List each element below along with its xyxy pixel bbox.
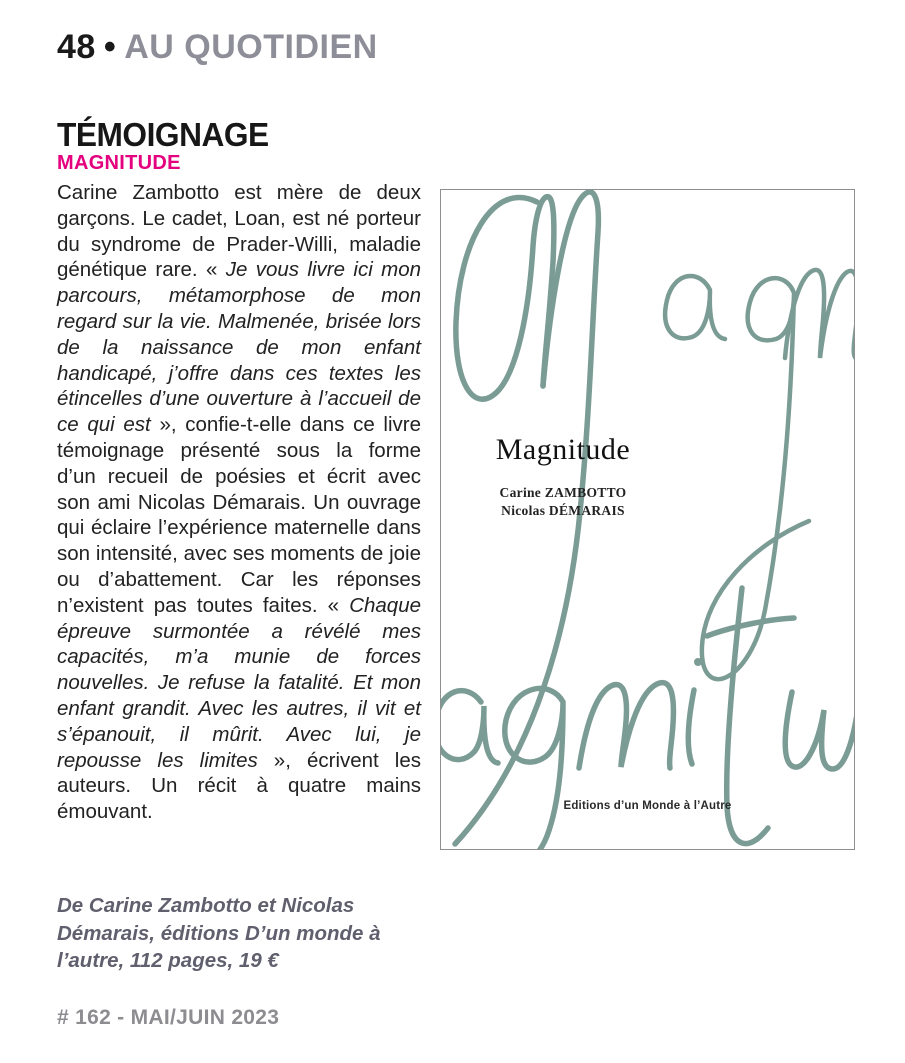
cover-author-1: Carine ZAMBOTTO [499, 485, 627, 500]
article-title: MAGNITUDE [57, 152, 181, 174]
page-header [57, 28, 378, 67]
book-cover-image [440, 189, 855, 850]
article-body: Carine Zambotto est mère de deux garçons. Le cadet, Loan, est né porteur du syndrome de Prader-Willi, maladie génétique rare. « Je vous livre ici mon parcours, métamorphose de mon regard sur la vie. Malmenée, brisée lors de la naissance de mon enfant handicapé, j’offre dans ces textes les étincelles d’une ouverture à l’accueil de ce qui est », confie-t-elle dans ce livre témoignage présenté sous la forme d’un recueil de poésies et écrit avec son ami Nicolas Démarais. Un ouvrage qui éclaire l’expérience maternelle dans son intensité, avec ses moments de joie ou d’abattement. Car les réponses n’existent pas toutes faites. « Chaque épreuve surmontée a révélé mes capacités, m’a munie de forces nouvelles. Je refuse la fatalité. Et mon enfant grandit. Avec les autres, il vit et s’épanouit, il mûrit. Avec lui, je repousse les limites », écrivent les auteurs. Un récit à quatre mains émouvant. [57, 181, 422, 824]
cover-authors [459, 484, 667, 520]
cover-author-2: Nicolas DÉMARAIS [501, 503, 625, 518]
header-bullet-separator: • [103, 28, 117, 66]
issue-footer: # 162 - MAI/JUIN 2023 [57, 1006, 280, 1029]
cover-title-block [459, 433, 667, 520]
cover-publisher: Editions d’un Monde à l’Autre [563, 800, 732, 812]
section-name: AU QUOTIDIEN [124, 28, 378, 66]
page-number: 48 [57, 28, 96, 66]
article-category: TÉMOIGNAGE [57, 116, 269, 153]
cover-book-title: Magnitude [495, 433, 631, 466]
article-credit: De Carine Zambotto et Nicolas Démarais, éditions D’un monde à l’autre, 112 pages, 19 € [57, 894, 381, 972]
cover-script-artwork [441, 190, 855, 850]
